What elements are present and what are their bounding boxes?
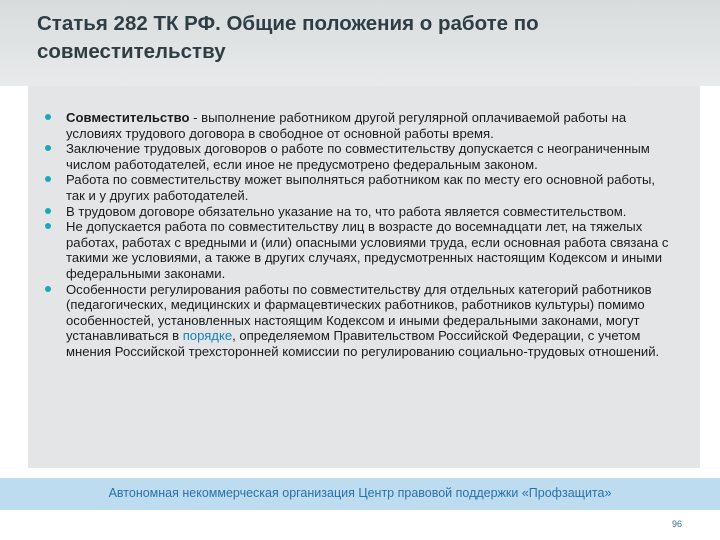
- bullet-dot-icon: [45, 145, 51, 151]
- bullet-text: Работа по совместительству может выполняться работником как по месту его основной работы, так и у других работодателей.: [66, 172, 656, 203]
- bullet-dot-icon: [45, 114, 51, 120]
- bullet-item: [44, 219, 672, 281]
- bullet-dot-icon: [45, 286, 51, 292]
- bullet-text: Особенности регулирования работы по совместительству для отдельных категорий работников (педагогических, медицинских и фармацевтических работников, работников культуры) помимо особенностей, установленных настоящим Кодексом и иными федеральными законами, могут устанавливаться в: [66, 281, 652, 344]
- slide-title: [37, 10, 677, 66]
- poryadke-link[interactable]: порядке: [182, 328, 233, 344]
- bullet-text: Заключение трудовых договоров о работе по совместительству допускается с неограниченным числом работодателей, если иное не предусмотрено федеральным законом.: [66, 141, 650, 172]
- bullet-item: [44, 141, 672, 172]
- bullet-text: , определяемом Правительством Российской Федерации, с учетом мнения Российской трехсторонней комиссии по регулированию социально-трудовых отношений.: [66, 328, 660, 359]
- bullet-dot-icon: [45, 223, 51, 229]
- title-bold: Статья 282 ТК РФ: [37, 12, 216, 35]
- term-definition: Совместительство: [66, 110, 190, 125]
- footer-organization: Автономная некоммерческая организация Центр правовой поддержки «Профзащита»: [108, 486, 612, 500]
- bullet-text: Не допускается работа по совместительству лиц в возрасте до восемнадцати лет, на тяжелых работах, работах с вредными и (или) опасными условиями труда, если основная работа связана с такими же условиями, а также в других случаях, предусмотренных настоящим Кодексом и иными федеральными законами.: [66, 219, 669, 281]
- bullet-text: - выполнение работником другой регулярной оплачиваемой работы на условиях трудового договора в свободное от основной работы время.: [66, 110, 627, 141]
- page-number: 96: [672, 519, 683, 529]
- bullet-dot-icon: [45, 208, 51, 214]
- bullet-item: [44, 204, 672, 220]
- bullet-dot-icon: [45, 176, 51, 182]
- bullet-item: [44, 282, 672, 360]
- bullet-text: В трудовом договоре обязательно указание на то, что работа является совместительством.: [66, 203, 627, 219]
- bullet-item: [44, 172, 672, 203]
- title-rest: . Общие положения о работе по совместительству: [37, 12, 539, 63]
- bullet-list: [44, 110, 672, 360]
- bullet-item: [44, 110, 672, 141]
